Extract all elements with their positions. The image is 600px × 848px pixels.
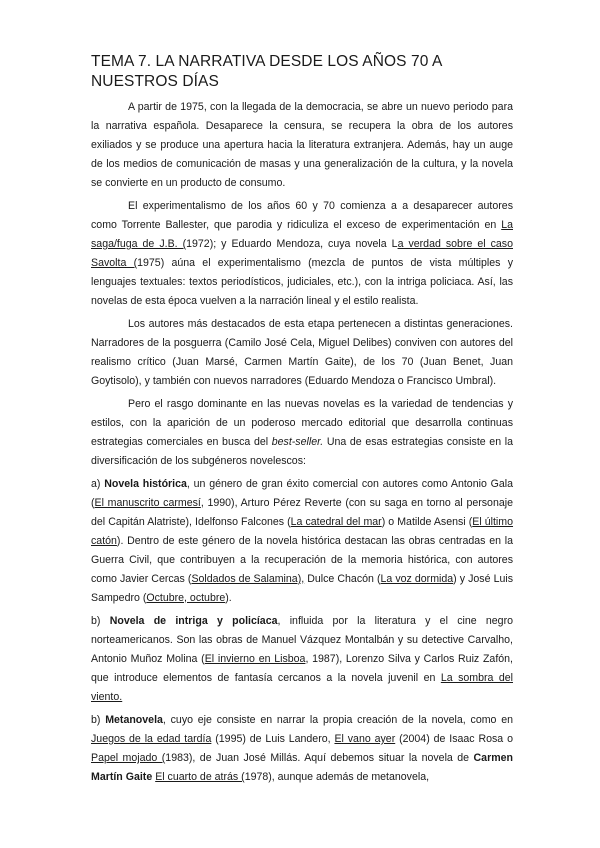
subgenre-heading: Novela histórica [104, 478, 187, 491]
book-title: Juegos de la edad tardía [91, 733, 212, 745]
list-item-crime-novel: b) Novela de intriga y policíaca, influida por la literatura y el cine negro norteamericanos. Son las obras de Manuel Vázquez Montalbán y su detective Carvalho, Antonio Muñoz Molina (El invierno en Lisboa, 1987), Lorenzo Silva y Carlos Ruiz Zafón, que introduce elementos de fantasía cercanos a la novela juvenil en La sombra del viento. [91, 615, 513, 703]
book-title: El último catón [91, 516, 514, 547]
book-title-savolta: a verdad sobre el caso Savolta ( [91, 237, 513, 269]
book-title: La catedral del mar [290, 516, 382, 529]
book-title: El manuscrito carmesí [94, 497, 201, 510]
page-title: TEMA 7. LA NARRATIVA DESDE LOS AÑOS 70 A NUESTROS DÍAS [91, 53, 442, 90]
paragraph-experimentalism: El experimentalismo de los años 60 y 70 comienza a a desaparecer autores como Torrente Ballester, que parodia y ridiculiza el exceso de experimentación en La saga/fuga de J.B. (1972); y Eduardo Mendoza, cuya novela La verdad sobre el caso Savolta (1975) aúna el experimentalismo (mezcla de puntos de vista múltiples y lenguajes textuales: textos periodísticos, judiciales, etc.), con la intriga policiaca. Así, las novelas de esta época vuelven a la narración lineal y el estilo realista. [91, 200, 513, 307]
best-seller-term: best-seller. [271, 435, 324, 448]
document-body [91, 98, 513, 791]
author-name-highlight: Carmen Martín Gaite [91, 751, 513, 783]
book-title: Papel mojado ( [91, 751, 166, 764]
book-title: Soldados de Salamina), [191, 572, 305, 585]
book-title: El cuarto de atrás ( [155, 770, 245, 783]
paragraph-intro: A partir de 1975, con la llegada de la democracia, se abre un nuevo periodo para la narrativa española. Desaparece la censura, se recupera la obra de los autores exiliados y se produce una apertura hacia la literatura extranjera. Además, hay un auge de los medios de comunicación de masas y una generalización de la cultura, y la novela se convierte en un producto de consumo. [91, 101, 513, 189]
book-title: El invierno en Lisboa [204, 652, 306, 665]
list-item-historical-novel: a) Novela histórica, un género de gran éxito comercial con autores como Antonio Gala (El manuscrito carmesí, 1990), Arturo Pérez Reverte (con su saga en torno al personaje del Capitán Alatriste), Idelfonso Falcones (La catedral del mar) o Matilde Asensi (El último catón). Dentro de este género de la novela histórica destacan las obras centradas en la Guerra Civil, que contribuyen a la recuperación de la memoria histórica, con autores como Javier Cercas (Soldados de Salamina), Dulce Chacón (La voz dormida) y José Luis Sampedro (Octubre, octubre). [91, 478, 514, 604]
paragraph-authors: Los autores más destacados de esta etapa pertenecen a distintas generaciones. Narradores de la posguerra (Camilo José Cela, Miguel Delibes) conviven con autores del realismo crítico (Juan Marsé, Carmen Martín Gaite), de los 70 (Juan Benet, Juan Goytisolo), y también con nuevos narradores (Eduardo Mendoza o Francisco Umbral). [91, 317, 513, 387]
list-item-metanovel: b) Metanovela, cuyo eje consiste en narrar la propia creación de la novela, como en Juegos de la edad tardía (1995) de Luis Landero, El vano ayer (2004) de Isaac Rosa o Papel mojado (1983), de Juan José Millás. Aquí debemos situar la novela de Carmen Martín Gaite El cuarto de atrás (1978), aunque además de metanovela, [91, 714, 513, 783]
book-title-saga-fuga: La saga/fuga de J.B. ( [91, 218, 513, 250]
book-title: La voz dormida [380, 572, 454, 585]
subgenre-heading: Novela de intriga y policíaca [109, 615, 278, 628]
book-title: La sombra del viento. [91, 671, 513, 703]
paragraph-trends: Pero el rasgo dominante en las nuevas novelas es la variedad de tendencias y estilos, con la aparición de un poderoso mercado editorial que desarrolla continuas estrategias comerciales en busca del best-seller. Una de esas estrategias consiste en la diversificación de los subgéneros novelescos: [91, 398, 513, 467]
book-title: Octubre, octubre [146, 591, 226, 604]
book-title: El vano ayer [334, 733, 396, 745]
subgenre-heading: Metanovela [105, 714, 163, 727]
